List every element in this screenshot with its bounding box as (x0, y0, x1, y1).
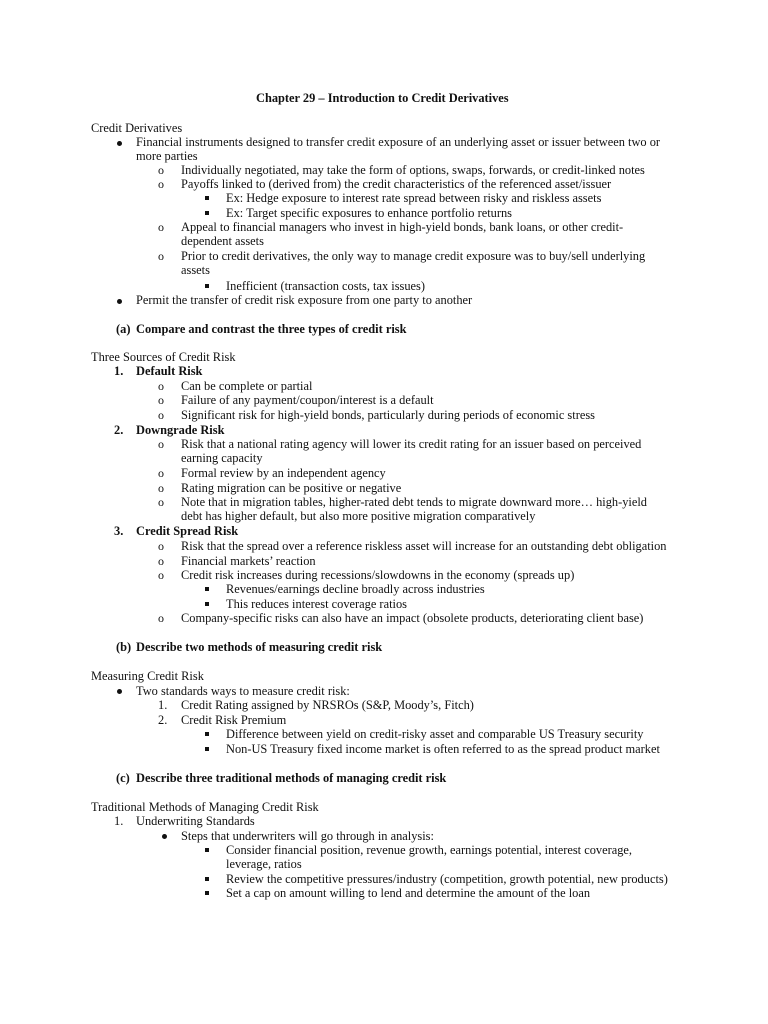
square-bullet-icon (205, 891, 209, 895)
square-bullet-icon (205, 732, 209, 736)
list-item: Revenues/earnings decline broadly across industries (226, 582, 485, 596)
square-bullet-icon (205, 196, 209, 200)
list-item: Consider financial position, revenue growth, earnings potential, interest coverage, (226, 843, 633, 857)
section-heading-credit-derivatives: Credit Derivatives (91, 121, 183, 135)
question-label: (b) (116, 640, 132, 654)
square-bullet-icon (205, 211, 209, 215)
section-heading-traditional: Traditional Methods of Managing Credit Risk (91, 800, 319, 814)
question-heading: Describe two methods of measuring credit risk (136, 640, 383, 654)
list-item: Financial instruments designed to transfer credit exposure of an underlying asset or issuer between two or (136, 135, 661, 149)
list-item: Difference between yield on credit-risky asset and comparable US Treasury security (226, 727, 644, 741)
list-item: debt has higher default, but also more positive migration comparatively (181, 509, 536, 523)
list-item: Note that in migration tables, higher-rated debt tends to migrate downward more… high-yield (181, 495, 647, 509)
list-item: more parties (136, 149, 198, 163)
list-item: Formal review by an independent agency (181, 466, 386, 480)
list-item: Significant risk for high-yield bonds, particularly during periods of economic stress (181, 408, 595, 422)
section-heading-three-sources: Three Sources of Credit Risk (91, 350, 236, 364)
circle-bullet-icon: o (158, 393, 164, 407)
list-item: Two standards ways to measure credit risk: (136, 684, 350, 698)
list-item: earning capacity (181, 451, 263, 465)
list-item: Prior to credit derivatives, the only way to manage credit exposure was to buy/sell underlying (181, 249, 646, 263)
list-item: Credit Rating assigned by NRSROs (S&P, Moody’s, Fitch) (181, 698, 474, 712)
list-number: 3. (114, 524, 124, 538)
list-item-heading: Default Risk (136, 364, 203, 378)
bullet-icon (117, 141, 122, 146)
list-item: Ex: Hedge exposure to interest rate spread between risky and riskless assets (226, 191, 602, 205)
question-label: (a) (116, 322, 131, 336)
circle-bullet-icon: o (158, 611, 164, 625)
section-heading-measuring: Measuring Credit Risk (91, 669, 204, 683)
circle-bullet-icon: o (158, 568, 164, 582)
square-bullet-icon (205, 877, 209, 881)
circle-bullet-icon: o (158, 554, 164, 568)
circle-bullet-icon: o (158, 539, 164, 553)
circle-bullet-icon: o (158, 163, 164, 177)
question-heading: Describe three traditional methods of managing credit risk (136, 771, 447, 785)
list-item: dependent assets (181, 234, 264, 248)
list-item: assets (181, 263, 210, 277)
list-item: Payoffs linked to (derived from) the credit characteristics of the referenced asset/issuer (181, 177, 612, 191)
circle-bullet-icon: o (158, 379, 164, 393)
circle-bullet-icon: o (158, 437, 164, 451)
question-heading: Compare and contrast the three types of credit risk (136, 322, 407, 336)
list-item: Company-specific risks can also have an impact (obsolete products, deteriorating client base) (181, 611, 644, 625)
list-item: Steps that underwriters will go through in analysis: (181, 829, 434, 843)
bullet-icon (117, 689, 122, 694)
list-item: Inefficient (transaction costs, tax issues) (226, 279, 425, 293)
square-bullet-icon (205, 602, 209, 606)
list-item: Credit risk increases during recessions/slowdowns in the economy (spreads up) (181, 568, 575, 582)
list-item: leverage, ratios (226, 857, 302, 871)
circle-bullet-icon: o (158, 220, 164, 234)
list-item: Ex: Target specific exposures to enhance portfolio returns (226, 206, 512, 220)
bullet-icon (117, 299, 122, 304)
page-title: Chapter 29 – Introduction to Credit Derivatives (256, 91, 509, 105)
list-item: Can be complete or partial (181, 379, 313, 393)
list-item: Individually negotiated, may take the form of options, swaps, forwards, or credit-linked notes (181, 163, 645, 177)
list-number: 2. (158, 713, 168, 727)
list-item: Risk that a national rating agency will lower its credit rating for an issuer based on perceived (181, 437, 642, 451)
list-item: Review the competitive pressures/industry (competition, growth potential, new products) (226, 872, 668, 886)
list-number: 1. (114, 364, 124, 378)
list-item: Underwriting Standards (136, 814, 255, 828)
square-bullet-icon (205, 284, 209, 288)
list-item: This reduces interest coverage ratios (226, 597, 407, 611)
list-item: Non-US Treasury fixed income market is often referred to as the spread product market (226, 742, 660, 756)
list-item: Rating migration can be positive or negative (181, 481, 402, 495)
circle-bullet-icon: o (158, 481, 164, 495)
list-item: Permit the transfer of credit risk exposure from one party to another (136, 293, 473, 307)
list-item: Appeal to financial managers who invest in high-yield bonds, bank loans, or other credit- (181, 220, 624, 234)
square-bullet-icon (205, 747, 209, 751)
list-item: Failure of any payment/coupon/interest is a default (181, 393, 434, 407)
circle-bullet-icon: o (158, 466, 164, 480)
square-bullet-icon (205, 848, 209, 852)
circle-bullet-icon: o (158, 408, 164, 422)
question-label: (c) (116, 771, 130, 785)
list-number: 1. (158, 698, 168, 712)
list-item: Credit Risk Premium (181, 713, 287, 727)
list-item-heading: Credit Spread Risk (136, 524, 239, 538)
circle-bullet-icon: o (158, 495, 164, 509)
list-item: Financial markets’ reaction (181, 554, 316, 568)
circle-bullet-icon: o (158, 249, 164, 263)
list-item: Risk that the spread over a reference riskless asset will increase for an outstanding debt obligation (181, 539, 667, 553)
list-item: Set a cap on amount willing to lend and determine the amount of the loan (226, 886, 591, 900)
list-number: 2. (114, 423, 124, 437)
circle-bullet-icon: o (158, 177, 164, 191)
list-number: 1. (114, 814, 124, 828)
bullet-icon (162, 834, 167, 839)
list-item-heading: Downgrade Risk (136, 423, 225, 437)
square-bullet-icon (205, 587, 209, 591)
